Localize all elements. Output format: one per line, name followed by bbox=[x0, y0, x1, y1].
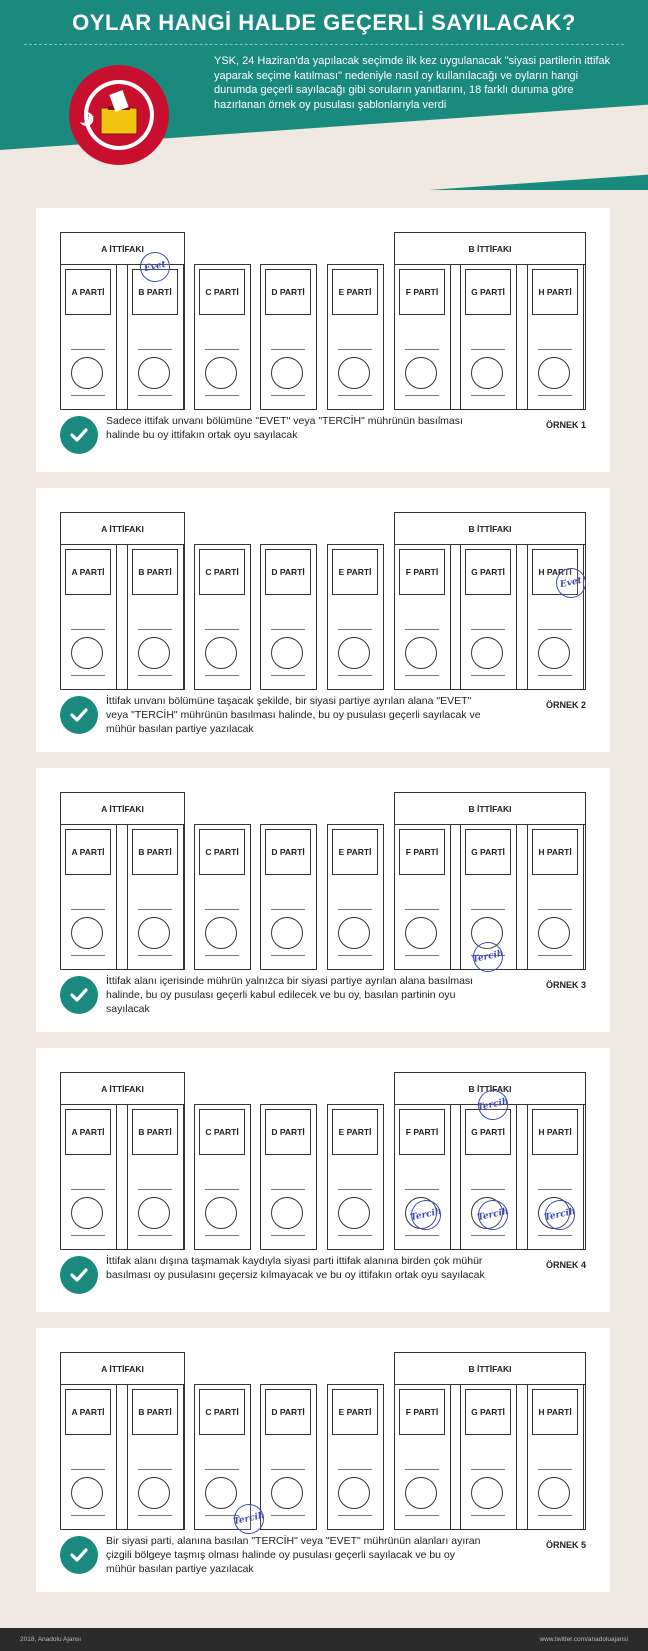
divider-line bbox=[138, 955, 172, 956]
divider-line bbox=[138, 1515, 172, 1516]
party-name-box: C PARTİ bbox=[199, 829, 245, 875]
party-column-a[interactable] bbox=[60, 824, 117, 970]
divider-line bbox=[471, 1235, 505, 1236]
stamp-mark: Tercih bbox=[475, 1087, 511, 1123]
divider-line bbox=[405, 909, 439, 910]
divider-line bbox=[138, 1235, 172, 1236]
party-column-d[interactable] bbox=[260, 1384, 317, 1530]
divider-line bbox=[71, 675, 105, 676]
alliance-b-label: B İTTİFAKI bbox=[395, 1073, 585, 1105]
divider-line bbox=[405, 675, 439, 676]
party-column-e[interactable] bbox=[327, 1104, 384, 1250]
divider-line bbox=[71, 955, 105, 956]
divider-line bbox=[205, 629, 239, 630]
ballot bbox=[60, 232, 586, 410]
divider-line bbox=[71, 349, 105, 350]
party-name-box: H PARTİ bbox=[532, 269, 578, 315]
vote-circle[interactable] bbox=[338, 1477, 370, 1509]
divider-line bbox=[271, 955, 305, 956]
divider-line bbox=[405, 349, 439, 350]
divider-line bbox=[405, 395, 439, 396]
ballot bbox=[60, 792, 586, 970]
divider-line bbox=[271, 1189, 305, 1190]
party-column-e[interactable] bbox=[327, 824, 384, 970]
example-label: ÖRNEK 3 bbox=[545, 980, 586, 990]
check-icon bbox=[60, 1256, 98, 1294]
vote-circle[interactable] bbox=[271, 1477, 303, 1509]
vote-circle[interactable] bbox=[338, 1197, 370, 1229]
vote-circle[interactable] bbox=[538, 357, 570, 389]
vote-circle[interactable] bbox=[471, 637, 503, 669]
check-icon bbox=[60, 1536, 98, 1574]
party-name-box: A PARTİ bbox=[65, 829, 111, 875]
divider-line bbox=[471, 395, 505, 396]
vote-circle[interactable] bbox=[205, 637, 237, 669]
party-column-h[interactable] bbox=[527, 544, 584, 690]
party-name-box: F PARTİ bbox=[399, 549, 445, 595]
party-column-h[interactable] bbox=[527, 1384, 584, 1530]
divider-line bbox=[205, 1189, 239, 1190]
party-column-g[interactable] bbox=[460, 1384, 517, 1530]
vote-circle[interactable] bbox=[538, 917, 570, 949]
party-name-box: A PARTİ bbox=[65, 1109, 111, 1155]
intro-text: YSK, 24 Haziran'da yapılacak seçimde ilk kez uygulanacak "siyasi partilerin ittifak yaparak seçime katılması" nedeniyle nasıl oy kullanılacağı ve oyların hangi durumda geçerli sayılacağı gibi soruların yanıtlarını, 18 farklı duruma göre hazırlanan örnek oy pusulası şablonlarıyla verdi bbox=[214, 55, 611, 111]
vote-circle[interactable] bbox=[271, 1197, 303, 1229]
vote-circle[interactable] bbox=[538, 637, 570, 669]
stamp-mark: Tercih bbox=[542, 1197, 578, 1233]
alliance-a-label: A İTTİFAKI bbox=[61, 793, 184, 825]
divider-line bbox=[471, 349, 505, 350]
vote-circle[interactable] bbox=[71, 917, 103, 949]
stamp-mark: Evet bbox=[137, 249, 173, 285]
divider-line bbox=[405, 1235, 439, 1236]
example-card bbox=[36, 1328, 610, 1592]
party-column-a[interactable] bbox=[60, 1384, 117, 1530]
divider-line bbox=[338, 1189, 372, 1190]
footer-copyright: 2018, Anadolu Ajansı bbox=[20, 1636, 82, 1643]
party-column-g[interactable] bbox=[460, 544, 517, 690]
divider-line bbox=[538, 955, 572, 956]
party-name-box: F PARTİ bbox=[399, 829, 445, 875]
vote-circle[interactable] bbox=[71, 637, 103, 669]
divider-line bbox=[205, 349, 239, 350]
alliance-a-label: A İTTİFAKI bbox=[61, 1073, 184, 1105]
party-column-c[interactable] bbox=[194, 1104, 251, 1250]
vote-circle[interactable] bbox=[138, 357, 170, 389]
alliance-b-label: B İTTİFAKI bbox=[395, 1353, 585, 1385]
divider-line bbox=[471, 1469, 505, 1470]
divider-line bbox=[205, 955, 239, 956]
party-column-c[interactable] bbox=[194, 824, 251, 970]
divider-line bbox=[405, 1189, 439, 1190]
divider-line bbox=[138, 349, 172, 350]
divider-line bbox=[271, 1469, 305, 1470]
party-name-box: A PARTİ bbox=[65, 269, 111, 315]
check-icon bbox=[60, 976, 98, 1014]
ballot bbox=[60, 512, 586, 690]
divider-line bbox=[338, 395, 372, 396]
divider-line bbox=[471, 629, 505, 630]
party-column-d[interactable] bbox=[260, 544, 317, 690]
party-name-box: G PARTİ bbox=[465, 829, 511, 875]
vote-circle[interactable] bbox=[271, 917, 303, 949]
divider-line bbox=[71, 629, 105, 630]
party-column-f[interactable] bbox=[394, 824, 451, 970]
party-name-box: G PARTİ bbox=[465, 1389, 511, 1435]
party-name-box: E PARTİ bbox=[332, 1109, 378, 1155]
divider-line bbox=[538, 629, 572, 630]
divider-line bbox=[271, 1515, 305, 1516]
party-column-f[interactable] bbox=[394, 264, 451, 410]
party-name-box: D PARTİ bbox=[265, 829, 311, 875]
party-name-box: F PARTİ bbox=[399, 1389, 445, 1435]
party-column-a[interactable] bbox=[60, 544, 117, 690]
vote-circle[interactable] bbox=[138, 1197, 170, 1229]
party-column-h[interactable] bbox=[527, 824, 584, 970]
example-card bbox=[36, 208, 610, 472]
divider-line bbox=[138, 1189, 172, 1190]
party-name-box: G PARTİ bbox=[465, 549, 511, 595]
party-name-box: H PARTİ bbox=[532, 549, 578, 595]
alliance-b-label: B İTTİFAKI bbox=[395, 793, 585, 825]
divider-line bbox=[338, 675, 372, 676]
divider-line bbox=[71, 1515, 105, 1516]
vote-circle[interactable] bbox=[471, 1477, 503, 1509]
party-column-f[interactable] bbox=[394, 1384, 451, 1530]
divider-line bbox=[338, 955, 372, 956]
party-name-box: C PARTİ bbox=[199, 549, 245, 595]
example-card bbox=[36, 768, 610, 1032]
vote-circle[interactable] bbox=[271, 637, 303, 669]
divider-line bbox=[471, 675, 505, 676]
vote-circle[interactable] bbox=[138, 917, 170, 949]
example-description: Sadece ittifak unvanı bölümüne "EVET" veya "TERCİH" mührünün basılması halinde bu oy ittifakın ortak oyu sayılacak bbox=[106, 415, 463, 441]
stamp-mark: Tercih bbox=[408, 1197, 444, 1233]
vote-circle[interactable] bbox=[71, 1197, 103, 1229]
footer-twitter-link[interactable]: www.twitter.com/anadoluajansi bbox=[539, 1636, 628, 1643]
party-name-box: F PARTİ bbox=[399, 1109, 445, 1155]
election-seal-logo bbox=[68, 64, 170, 166]
divider-line bbox=[71, 1469, 105, 1470]
divider-line bbox=[271, 629, 305, 630]
check-icon bbox=[60, 416, 98, 454]
party-name-box: H PARTİ bbox=[532, 1389, 578, 1435]
party-name-box: B PARTİ bbox=[132, 269, 178, 315]
example-description: İttifak unvanı bölümüne taşacak şekilde, bir siyasi partiye ayrılan alana "EVET" veya "TERCİH" mührünün basılması halinde, bu oy pusulası geçerli sayılacak ve mühür basılan partiye yazılacak bbox=[106, 695, 481, 735]
vote-circle[interactable] bbox=[405, 637, 437, 669]
example-label: ÖRNEK 5 bbox=[545, 1540, 586, 1550]
divider-line bbox=[538, 675, 572, 676]
party-column-b[interactable] bbox=[127, 544, 184, 690]
party-column-e[interactable] bbox=[327, 1384, 384, 1530]
party-column-b[interactable] bbox=[127, 1384, 184, 1530]
vote-circle[interactable] bbox=[205, 917, 237, 949]
party-name-box: B PARTİ bbox=[132, 549, 178, 595]
party-column-f[interactable] bbox=[394, 544, 451, 690]
stamp-mark: Evet bbox=[553, 565, 589, 601]
divider-line bbox=[538, 1189, 572, 1190]
divider-line bbox=[138, 909, 172, 910]
alliance-a-label: A İTTİFAKI bbox=[61, 513, 184, 545]
vote-circle[interactable] bbox=[538, 1477, 570, 1509]
party-column-b[interactable] bbox=[127, 264, 184, 410]
vote-circle[interactable] bbox=[138, 1477, 170, 1509]
divider-line bbox=[538, 1469, 572, 1470]
title-divider bbox=[24, 44, 624, 45]
divider-line bbox=[471, 1515, 505, 1516]
party-column-e[interactable] bbox=[327, 264, 384, 410]
party-name-box: D PARTİ bbox=[265, 269, 311, 315]
party-name-box: E PARTİ bbox=[332, 269, 378, 315]
example-description: İttifak alanı dışına taşmamak kaydıyla siyasi parti ittifak alanına birden çok mühür basılması oy pusulasını geçersiz kılmayacak ve bu oy ittifakın ortak oyu sayılacak bbox=[106, 1255, 485, 1281]
vote-circle[interactable] bbox=[138, 637, 170, 669]
vote-circle[interactable] bbox=[338, 637, 370, 669]
party-column-d[interactable] bbox=[260, 264, 317, 410]
divider-line bbox=[405, 1469, 439, 1470]
party-name-box: B PARTİ bbox=[132, 1389, 178, 1435]
example-description: Bir siyasi parti, alanına basılan "TERCİH" veya "EVET" mührünün alanları ayıran çizgili bölgeye taşmış olması halinde oy pusulası geçerli sayılacak ve bu oy mühür basılan partiye yazılacak bbox=[106, 1535, 481, 1575]
divider-line bbox=[205, 1235, 239, 1236]
divider-line bbox=[405, 629, 439, 630]
stamp-mark: Tercih bbox=[470, 939, 506, 975]
divider-line bbox=[271, 675, 305, 676]
alliance-a-label: A İTTİFAKI bbox=[61, 233, 184, 265]
party-name-box: A PARTİ bbox=[65, 549, 111, 595]
vote-circle[interactable] bbox=[405, 1477, 437, 1509]
vote-circle[interactable] bbox=[338, 357, 370, 389]
party-name-box: D PARTİ bbox=[265, 549, 311, 595]
party-name-box: C PARTİ bbox=[199, 1109, 245, 1155]
vote-circle[interactable] bbox=[271, 357, 303, 389]
party-name-box: E PARTİ bbox=[332, 829, 378, 875]
party-column-h[interactable] bbox=[527, 264, 584, 410]
example-label: ÖRNEK 1 bbox=[545, 420, 586, 430]
party-column-c[interactable] bbox=[194, 264, 251, 410]
party-name-box: B PARTİ bbox=[132, 1109, 178, 1155]
ballot bbox=[60, 1352, 586, 1530]
party-name-box: G PARTİ bbox=[465, 1109, 511, 1155]
check-icon bbox=[60, 696, 98, 734]
party-column-d[interactable] bbox=[260, 824, 317, 970]
party-name-box: H PARTİ bbox=[532, 829, 578, 875]
example-card bbox=[36, 488, 610, 752]
party-name-box: F PARTİ bbox=[399, 269, 445, 315]
divider-line bbox=[338, 1235, 372, 1236]
divider-line bbox=[271, 909, 305, 910]
divider-line bbox=[405, 1515, 439, 1516]
divider-line bbox=[138, 629, 172, 630]
divider-line bbox=[338, 1469, 372, 1470]
vote-circle[interactable] bbox=[71, 1477, 103, 1509]
vote-circle[interactable] bbox=[471, 357, 503, 389]
divider-line bbox=[271, 1235, 305, 1236]
divider-line bbox=[138, 675, 172, 676]
divider-line bbox=[538, 395, 572, 396]
divider-line bbox=[271, 395, 305, 396]
vote-circle[interactable] bbox=[405, 357, 437, 389]
divider-line bbox=[471, 909, 505, 910]
party-column-c[interactable] bbox=[194, 544, 251, 690]
party-name-box: D PARTİ bbox=[265, 1389, 311, 1435]
party-name-box: E PARTİ bbox=[332, 1389, 378, 1435]
alliance-b-label: B İTTİFAKI bbox=[395, 233, 585, 265]
vote-circle[interactable] bbox=[205, 357, 237, 389]
divider-line bbox=[205, 1469, 239, 1470]
party-column-a[interactable] bbox=[60, 1104, 117, 1250]
vote-circle[interactable] bbox=[338, 917, 370, 949]
vote-circle[interactable] bbox=[205, 1197, 237, 1229]
divider-line bbox=[138, 1469, 172, 1470]
divider-line bbox=[538, 349, 572, 350]
party-name-box: C PARTİ bbox=[199, 1389, 245, 1435]
divider-line bbox=[71, 1189, 105, 1190]
divider-line bbox=[338, 1515, 372, 1516]
divider-line bbox=[205, 675, 239, 676]
divider-line bbox=[338, 349, 372, 350]
example-label: ÖRNEK 4 bbox=[545, 1260, 586, 1270]
party-name-box: D PARTİ bbox=[265, 1109, 311, 1155]
party-column-a[interactable] bbox=[60, 264, 117, 410]
party-column-e[interactable] bbox=[327, 544, 384, 690]
alliance-b-label: B İTTİFAKI bbox=[395, 513, 585, 545]
divider-line bbox=[138, 395, 172, 396]
party-name-box: G PARTİ bbox=[465, 269, 511, 315]
stamp-mark: Tercih bbox=[231, 1501, 267, 1537]
party-column-b[interactable] bbox=[127, 824, 184, 970]
party-name-box: E PARTİ bbox=[332, 549, 378, 595]
footer-bar bbox=[0, 1628, 648, 1651]
divider-line bbox=[205, 395, 239, 396]
divider-line bbox=[71, 395, 105, 396]
divider-line bbox=[538, 1235, 572, 1236]
alliance-a-label: A İTTİFAKI bbox=[61, 1353, 184, 1385]
example-label: ÖRNEK 2 bbox=[545, 700, 586, 710]
party-name-box: H PARTİ bbox=[532, 1109, 578, 1155]
divider-line bbox=[71, 909, 105, 910]
party-name-box: A PARTİ bbox=[65, 1389, 111, 1435]
divider-line bbox=[205, 909, 239, 910]
page-title: OYLAR HANGİ HALDE GEÇERLİ SAYILACAK? bbox=[72, 10, 576, 35]
divider-line bbox=[338, 629, 372, 630]
example-description: İttifak alanı içerisinde mührün yalnızca bir siyasi partiye ayrılan alana basılması halinde, bu oy pusulası geçerli kabul edilecek ve bu oy, basılan partinin oyu sayılacak bbox=[106, 975, 474, 1015]
example-card bbox=[36, 1048, 610, 1312]
vote-circle[interactable] bbox=[205, 1477, 237, 1509]
divider-line bbox=[538, 1515, 572, 1516]
stamp-mark: Tercih bbox=[475, 1197, 511, 1233]
vote-circle[interactable] bbox=[71, 357, 103, 389]
party-column-d[interactable] bbox=[260, 1104, 317, 1250]
party-column-b[interactable] bbox=[127, 1104, 184, 1250]
divider-line bbox=[71, 1235, 105, 1236]
divider-line bbox=[405, 955, 439, 956]
divider-line bbox=[538, 909, 572, 910]
divider-line bbox=[271, 349, 305, 350]
divider-line bbox=[338, 909, 372, 910]
party-name-box: B PARTİ bbox=[132, 829, 178, 875]
party-column-g[interactable] bbox=[460, 264, 517, 410]
divider-line bbox=[471, 1189, 505, 1190]
party-name-box: C PARTİ bbox=[199, 269, 245, 315]
vote-circle[interactable] bbox=[405, 917, 437, 949]
